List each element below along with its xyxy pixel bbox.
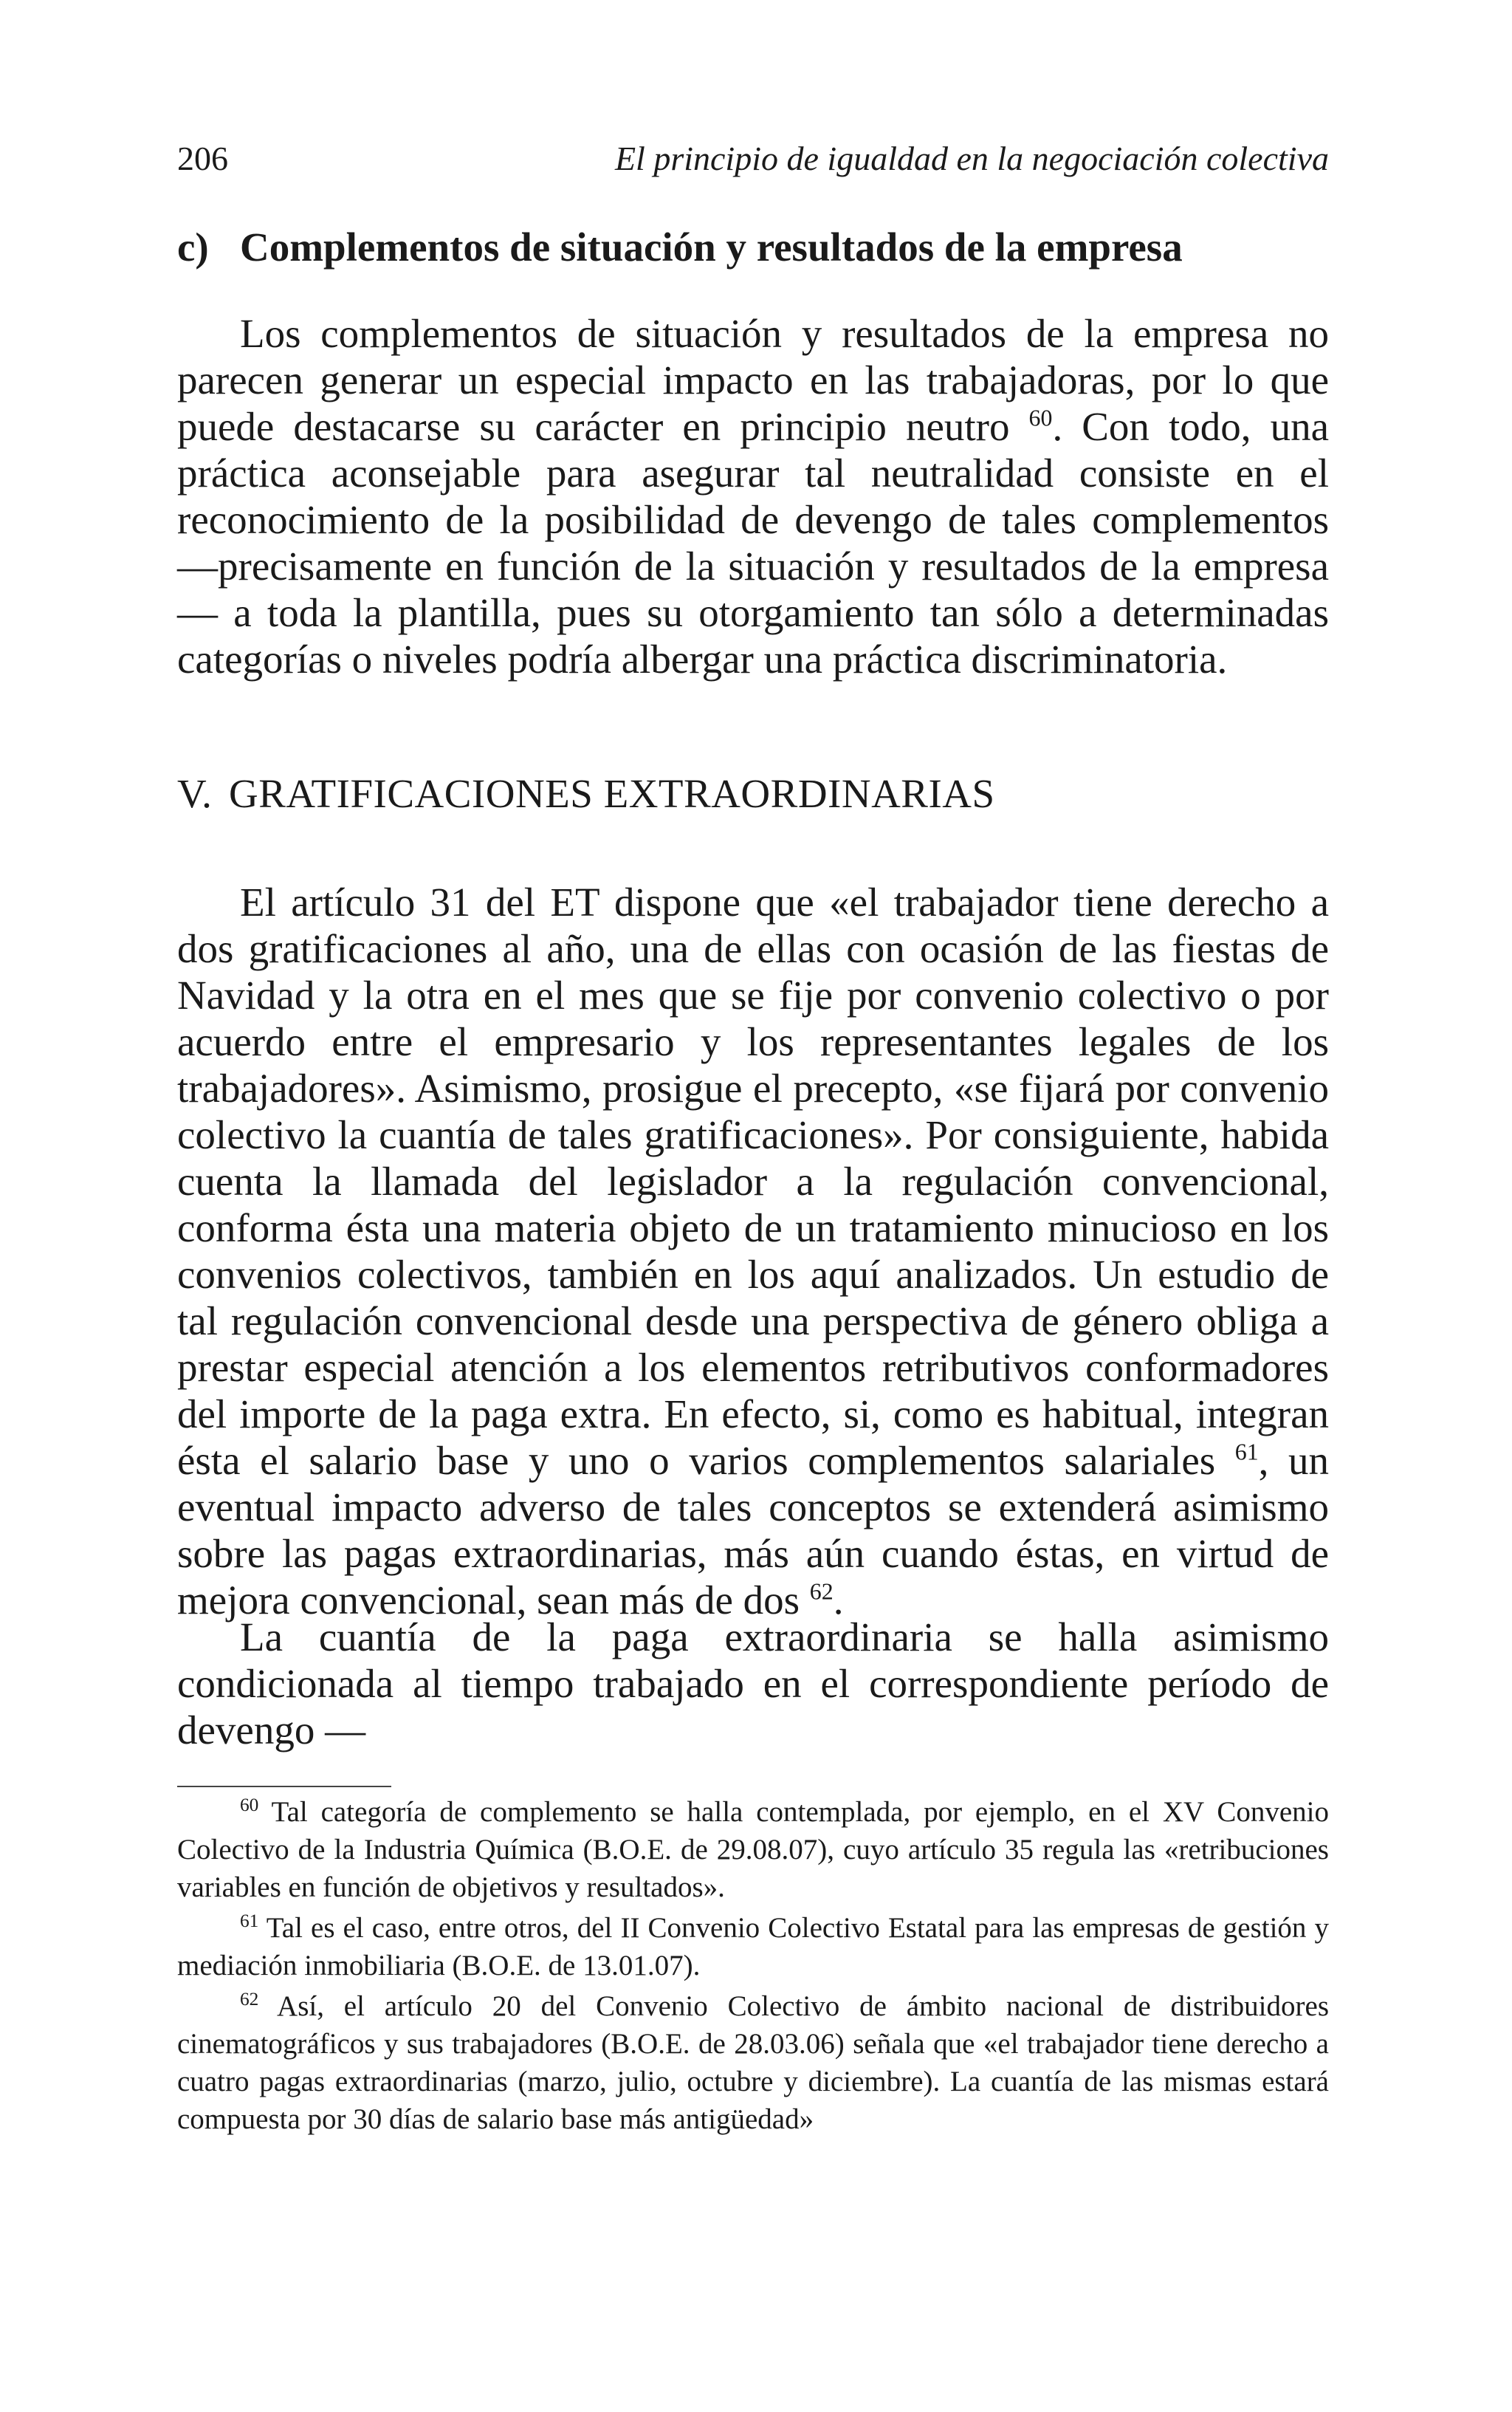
footnote-60 (177, 1793, 1329, 1906)
footnote-62 (177, 1987, 1329, 2138)
paragraph-text: , un eventual impacto adverso de tales conceptos se extenderá asimismo sobre las pagas extraordinarias, más aún cuando éstas, en virtud de mejora convencional, sean más de dos (177, 1438, 1329, 1623)
footnote-61 (177, 1909, 1329, 1984)
section-title: GRATIFICACIONES EXTRAORDINARIAS (229, 771, 995, 816)
footnote-text: Así, el artículo 20 del Convenio Colectivo de ámbito nacional de distribuidores cinematográficos y sus trabajadores (B.O.E. de 28.03.06) señala que «el trabajador tiene derecho a cuatro pagas extraordinarias (marzo, julio, octubre y diciembre). La cuantía de las mismas estará compuesta por 30 días de salario base más antigüedad» (177, 1990, 1329, 2135)
footnote-number: 60 (240, 1795, 259, 1815)
footnote-number: 62 (240, 1989, 259, 2010)
footnote-text: Tal categoría de complemento se halla contemplada, por ejemplo, en el XV Convenio Colectivo de la Industria Química (B.O.E. de 29.08.07), cuyo artículo 35 regula las «retribuciones variables en función de objetivos y resultados». (177, 1796, 1329, 1903)
running-title: El principio de igualdad en la negociación colectiva (614, 140, 1329, 177)
paragraph-complementos (177, 310, 1329, 682)
paragraph-text: La cuantía de la paga extraordinaria se halla asimismo condicionada al tiempo trabajado en el correspondiente período de devengo — (177, 1614, 1329, 1753)
subsection-title: Complementos de situación y resultados de la empresa (240, 225, 1183, 270)
footnote-text: Tal es el caso, entre otros, del II Convenio Colectivo Estatal para las empresas de gestión y mediación inmobiliaria (B.O.E. de 13.01.07). (177, 1912, 1329, 1981)
footnote-ref-61: 61 (1234, 1439, 1259, 1465)
footnote-ref-62: 62 (809, 1578, 834, 1605)
paragraph-articulo-31 (177, 879, 1329, 1623)
paragraph-text: Los complementos de situación y resultados de la empresa no parecen generar un especial impacto en las trabajadoras, por lo que puede destacarse su carácter en principio neutro (177, 311, 1329, 449)
footnote-ref-60: 60 (1028, 405, 1053, 431)
section-heading (177, 768, 1329, 820)
section-number: V. (177, 771, 213, 816)
subsection-heading (177, 222, 1329, 273)
footnotes (177, 1793, 1329, 2141)
paragraph-text: . (833, 1577, 844, 1623)
page-number: 206 (177, 140, 228, 177)
footnote-separator (177, 1786, 391, 1787)
subsection-letter: c) (177, 225, 209, 270)
paragraph-cuantia (177, 1614, 1329, 1753)
paragraph-text: . Con todo, una práctica aconsejable para asegurar tal neutralidad consiste en el reconocimiento de la posibilidad de devengo de tales complementos —precisamente en función de la situación y resultados de la empresa— a toda la plantilla, pues su otorgamiento tan sólo a determinadas categorías o niveles podría albergar una práctica discriminatoria. (177, 404, 1329, 682)
paragraph-text: El artículo 31 del ET dispone que «el trabajador tiene derecho a dos gratificaciones al año, una de ellas con ocasión de las fiestas de Navidad y la otra en el mes que se fije por convenio colectivo o por acuerdo entre el empresario y los representantes legales de los trabajadores». Asimismo, prosigue el precepto, «se fijará por convenio colectivo la cuantía de tales gratificaciones». Por consiguiente, habida cuenta la llamada del legislador a la regulación convencional, conforma ésta una materia objeto de un tratamiento minucioso en los convenios colectivos, también en los aquí analizados. Un estudio de tal regulación convencional desde una perspectiva de género obliga a prestar especial atención a los elementos retributivos conformadores del importe de la paga extra. En efecto, si, como es habitual, integran ésta el salario base y uno o varios complementos salariales (177, 880, 1329, 1483)
running-head (177, 137, 1329, 181)
footnote-number: 61 (240, 1911, 259, 1931)
